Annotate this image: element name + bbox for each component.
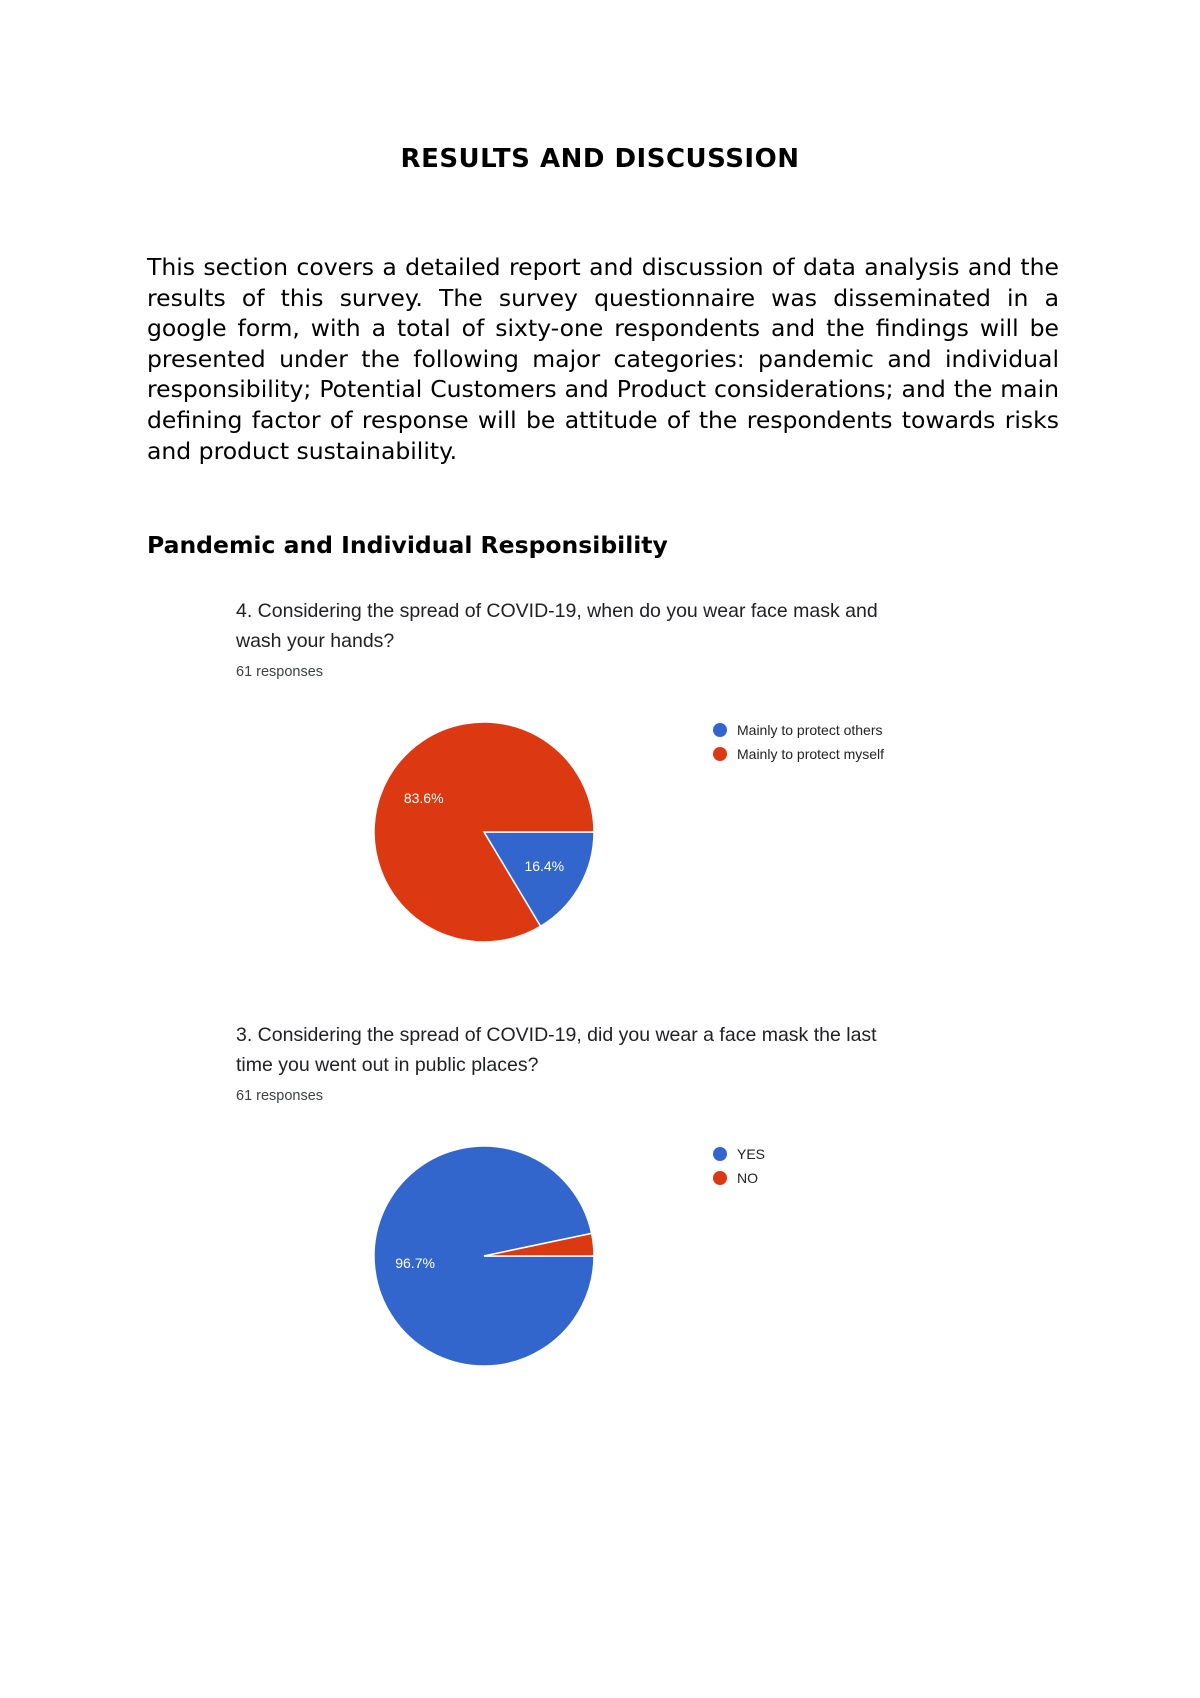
section-heading: Pandemic and Individual Responsibility <box>147 531 668 559</box>
pie-chart-block-q3 <box>236 1020 936 1272</box>
legend-marker <box>713 723 727 737</box>
page-title: RESULTS AND DISCUSSION <box>400 144 800 174</box>
pie-slice-label: 96.7% <box>395 1255 435 1272</box>
legend-label: Mainly to protect others <box>737 722 883 738</box>
chart-question: 3. Considering the spread of COVID-19, did you wear a face mask the last time you went out in public places? <box>236 1024 877 1076</box>
pie-slice-label: 16.4% <box>524 858 565 875</box>
legend-label: YES <box>737 1146 766 1162</box>
pie-chart-svg <box>236 712 936 972</box>
legend-label: Mainly to protect myself <box>737 746 885 762</box>
legend-marker <box>713 1171 727 1185</box>
legend-label: NO <box>737 1170 758 1186</box>
legend-marker <box>713 747 727 761</box>
chart-response-count: 61 responses <box>236 1088 324 1104</box>
chart-response-count: 61 responses <box>236 664 324 680</box>
pie-slice-label: 83.6% <box>403 789 444 806</box>
intro-paragraph: This section covers a detailed report and discussion of data analysis and the results of this survey. The survey questionnaire was disseminated in a google form, with a total of sixty-one respondents and the findings will be presented under the following major categories: pandemic and individual responsibility; Potential Customers and Product considerations; and the main defining factor of response will be attitude of the respondents towards risks and product sustainability. <box>147 253 1059 465</box>
chart-question: 4. Considering the spread of COVID-19, when do you wear face mask and wash your hands? <box>236 600 878 652</box>
legend-marker <box>713 1147 727 1161</box>
pie-chart-svg <box>236 1136 936 1396</box>
pie-chart-block-q4 <box>236 596 936 875</box>
